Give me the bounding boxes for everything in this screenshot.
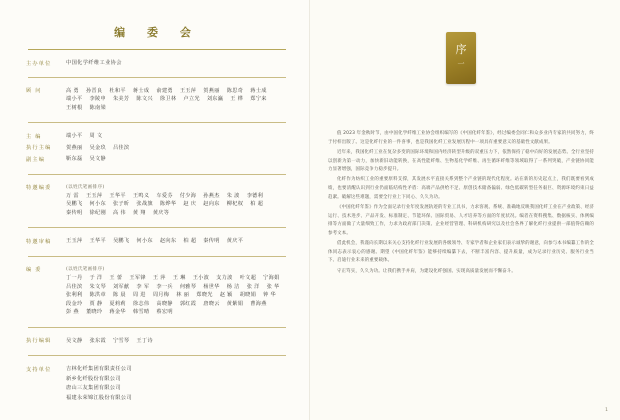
board-row-label: 主 编: [26, 133, 42, 140]
board-name: 董晓玲: [85, 309, 103, 316]
board-name: 付少海: [179, 192, 197, 199]
board-name-list: [66, 275, 288, 318]
board-row: [26, 338, 288, 347]
board-row-label: 执行编辑: [26, 338, 52, 345]
page-title: 编 委 会: [114, 26, 200, 39]
board-name: 周月梅: [152, 292, 170, 299]
board-name: 陈南梁: [89, 104, 106, 111]
page-number: 1: [605, 408, 608, 413]
preface-paragraph: 守正笃实，久久为功。让我们携手并肩，为建设化纤强国、实现高质量发展而不懈奋斗。: [337, 268, 516, 274]
board-name: 胡晓娟: [239, 292, 257, 299]
board-name: 王鸣义: [132, 192, 150, 199]
board-row-label: 编 委: [26, 267, 42, 274]
board-name: 贾 静: [89, 300, 103, 307]
board-name: 陈烨华: [159, 201, 177, 208]
board-name: 王 琳: [172, 275, 186, 282]
board-name: 曹海燕: [250, 300, 267, 307]
board-name: 吕佳滨: [66, 283, 83, 290]
board-name-list: [66, 156, 288, 165]
board-name: 朱美芳: [112, 96, 130, 103]
board-name: 郭红霞: [179, 300, 197, 307]
board-name: 张 洋: [246, 283, 260, 290]
board-name: 陈文兴: [136, 96, 153, 103]
board-name: 徐卫林: [159, 96, 177, 103]
board-name: 张战旗: [136, 201, 153, 208]
seal-title-char: 序: [455, 43, 467, 56]
board-name-list: [66, 338, 288, 347]
title-divider: [28, 49, 286, 50]
preface-body: [328, 130, 594, 276]
board-row-label: 特邀审稿: [26, 238, 52, 245]
board-name-list: [66, 193, 288, 219]
board-name: 赵 颖: [219, 292, 233, 299]
preface-paragraph: 借此机会，我谨向长期以来关心支持化纤行业发展的各级领导、专家学者和企业家们表示诚挚的谢意，向参与本书编纂工作的全体同志表示衷心的感谢。期望《中国化纤年鉴》能够持续编纂下去，不断丰富内容、提升质量，成为记录行业历史、服务行业当下、启迪行业未来的重要载体。: [328, 241, 594, 264]
board-name: 王华平: [109, 192, 126, 199]
board-name: 赵向东: [159, 238, 177, 245]
preface-paragraph: 值 2023 年金秋时节，由中国化学纤维工业协会组织编写的《中国化纤年鉴》，经过编委会同仁和众多业内专家的共同努力，终于付梓出版了。这是化纤行业的一件喜事，也是我国化纤工业发展历程中一项具有重要意义的基础性文献成果。: [328, 131, 594, 145]
board-name: 林 丽: [176, 292, 190, 299]
board-name: 端小平: [66, 133, 83, 140]
board-name: 于 洋: [89, 275, 103, 282]
preface-paragraph: 《中国化纤年鉴》作为全面记录行业年度发展轨迹的专业工具书，力求客观、系统、准确地反映我国化纤工业在产业政策、经济运行、技术进步、产品开发、标准制定、节能环保、国际贸易、人才培养等方面的年度状况。编者在资料搜集、数据核实、体例编排等方面做了大量细致工作，力求为政府部门决策、企业经营管理、科研机构研究以及社会各界了解化纤行业提供一部值得信赖的参考文本。: [328, 204, 594, 236]
section-divider: [28, 355, 286, 356]
board-name: 唐晓云: [203, 300, 220, 307]
board-name: 刘军献: [112, 283, 130, 290]
board-name: 王 萍: [152, 275, 166, 282]
board-name: 韩雪晴: [132, 309, 150, 316]
board-name: 柏 超: [183, 238, 197, 245]
board-name: 陈思奇: [226, 87, 244, 94]
board-name: 吴鹏飞: [112, 238, 130, 245]
board-name: 高晓静: [156, 300, 173, 307]
board-name: 吴金玖: [89, 144, 106, 151]
board-row-label: 特邀编委: [26, 185, 52, 192]
board-name: 宁雪琴: [112, 337, 130, 344]
board-name: 高 勇: [66, 87, 79, 94]
board-name: 吴文静: [89, 156, 106, 163]
board-name: 王 蕾: [109, 275, 123, 282]
board-row: [26, 156, 288, 165]
board-row: [26, 88, 288, 114]
board-name: 支力波: [216, 275, 233, 282]
board-name: 贺燕丽: [66, 144, 83, 151]
board-name: 李德利: [246, 192, 264, 199]
board-row-label: 执行主编: [26, 145, 52, 152]
preface-paragraph: 化纤作为纺织工业的重要原料支撑，其发展水平直接关系到整个产业链的现代化程度。站在新的历史起点上，我们既要看到成绩，也要清醒认识到行业仍面临结构性矛盾：高端产品供给不足、原创技术储备偏弱、绿色低碳转型任务艰巨、资源环境约束日益趋紧。破解这些难题，需要全行业上下同心、久久为功。: [328, 177, 594, 200]
board-name: 吴鹏飞: [66, 201, 83, 208]
board-name: 王丁诗: [136, 337, 153, 344]
board-name: 杨 洁: [226, 283, 240, 290]
board-name: 吴文静: [66, 337, 83, 344]
board-name: 蔡宏明: [156, 309, 173, 316]
board-name-list: [66, 88, 288, 114]
board-name: 陈 晨: [112, 292, 126, 299]
board-name: 万 雷: [66, 192, 79, 199]
board-name: 李 军: [136, 283, 150, 290]
section-divider: [28, 256, 286, 257]
board-name: 张东霞: [89, 337, 106, 344]
board-block: [26, 185, 288, 219]
board-row: [26, 145, 288, 154]
board-name: 张 华: [266, 283, 280, 290]
board-name: 朱文琴: [89, 283, 106, 290]
board-name: 王树根: [66, 104, 83, 111]
board-name: 车爱芬: [156, 192, 173, 199]
board-name: 叶文超: [239, 275, 257, 282]
support-org-list: [66, 366, 288, 404]
board-name: 秦传明: [203, 238, 220, 245]
board-name: 郑宁来: [250, 96, 267, 103]
board-row: [26, 267, 288, 318]
board-name: 孙燕杰: [203, 192, 220, 199]
board-name: 杜和平: [109, 87, 126, 94]
board-name: 何小东: [89, 201, 106, 208]
board-name: 柳杞权: [226, 201, 244, 208]
board-row-label: 副主编: [26, 156, 46, 163]
board-name: 靳东磊: [66, 156, 83, 163]
support-org: 新乡化纤股份有限公司: [66, 375, 121, 382]
seal-number-char: 一: [457, 60, 465, 68]
support-org: 唐山三友集团有限公司: [66, 385, 121, 392]
board-name-list: [66, 238, 288, 247]
page-right-preface: [310, 0, 620, 420]
section-divider: [28, 174, 286, 175]
board-name: 朱 波: [226, 192, 240, 199]
board-name: 何雅琴: [179, 283, 197, 290]
board-block: [26, 238, 288, 247]
board-name-list: [66, 133, 288, 142]
board-name: 王玉萍: [85, 192, 103, 199]
board-name: 王小波: [192, 275, 210, 282]
board-name: 徐志伟: [132, 300, 150, 307]
board-block: [26, 267, 288, 318]
board-name: 卢立光: [183, 96, 200, 103]
board-name: 王 桦: [230, 96, 244, 103]
board-name: 李陵申: [89, 96, 106, 103]
board-name: 彭 燕: [66, 309, 79, 316]
board-name: 王玉萍: [179, 87, 197, 94]
board-row: [26, 185, 288, 219]
support-org: 福建永荣锦江股份有限公司: [66, 394, 132, 401]
board-name: 端小平: [66, 96, 83, 103]
section-divider: [28, 327, 286, 328]
board-name: 黄紫娟: [226, 300, 244, 307]
board-name: 赵向东: [203, 201, 220, 208]
board-row-label: 支持单位: [26, 366, 52, 373]
board-row: [26, 60, 288, 68]
board-name: 俞建勇: [156, 87, 173, 94]
board-block: [26, 133, 288, 165]
board-name: 何小东: [136, 238, 153, 245]
board-name: 刘东瀛: [206, 96, 224, 103]
board-block: [26, 338, 288, 347]
board-block: [26, 366, 288, 404]
preface-paragraph: 近年来，我国化纤工业在复杂多变的国际环境和国内经济转型升级的双重压力下，依然保持了稳中向好的发展态势。全行业坚持以创新为第一动力，加快新旧动能转换，在高性能纤维、生物基化学纤维、再生循环纤维等领域取得了一系列突破，产业链协同能力显著增强，国际竞争力稳步提升。: [328, 149, 594, 173]
board-name: 吕佳滨: [112, 144, 130, 151]
board-row-label: 主办单位: [26, 60, 52, 67]
board-row: [26, 133, 288, 142]
board-name: 蒋士成: [132, 87, 150, 94]
board-name: 李一兵: [156, 283, 173, 290]
board-row: [26, 366, 288, 404]
board-name: 高 伟: [112, 209, 126, 216]
section-divider: [28, 227, 286, 228]
board-name: 孙晋良: [85, 87, 103, 94]
section-divider: [28, 122, 286, 123]
board-name: 王华平: [89, 238, 106, 245]
board-name: 蒋士成: [250, 87, 267, 94]
board-name: 徐纪刚: [89, 209, 106, 216]
board-name: 贺燕丽: [203, 87, 220, 94]
board-name: 宁海娟: [263, 275, 280, 282]
board-block: [26, 60, 288, 68]
board-row: [26, 238, 288, 247]
board-name: 张子昕: [112, 201, 130, 208]
board-name: 赵 庆: [183, 201, 197, 208]
board-name: 夏莉莉: [109, 300, 126, 307]
board-name: 黄庆等: [152, 209, 170, 216]
board-name: 周 进: [132, 292, 146, 299]
board-name-list: [66, 145, 288, 154]
board-row-note: (以姓氏笔画排序): [66, 184, 105, 190]
board-block: [26, 88, 288, 114]
board-name: 张利利: [66, 292, 83, 299]
board-name: 丁一丹: [66, 275, 83, 282]
board-name: 秦传明: [66, 209, 83, 216]
board-name: 王军锋: [129, 275, 146, 282]
board-name: 王玉萍: [66, 238, 83, 245]
board-name: 周 文: [89, 133, 103, 140]
board-row-label: 顾 问: [26, 88, 42, 95]
board-name: 蒋金华: [109, 309, 126, 316]
board-name: 柏 超: [250, 201, 264, 208]
board-name: 钟 华: [263, 292, 277, 299]
section-divider: [28, 77, 286, 78]
board-name: 段金玲: [66, 300, 83, 307]
board-row-value: 中国化学纤维工业协会: [66, 60, 122, 66]
board-name: 黄 翔: [132, 209, 146, 216]
board-name: 杨世华: [203, 283, 220, 290]
board-name: 郑晓光: [196, 292, 213, 299]
preface-seal-badge: [446, 32, 476, 84]
board-row-note: (以姓氏笔画排序): [66, 266, 105, 272]
support-org: 吉林化纤集团有限责任公司: [66, 366, 132, 373]
board-name: 陈洪章: [89, 292, 106, 299]
board-name: 黄庆平: [226, 238, 244, 245]
